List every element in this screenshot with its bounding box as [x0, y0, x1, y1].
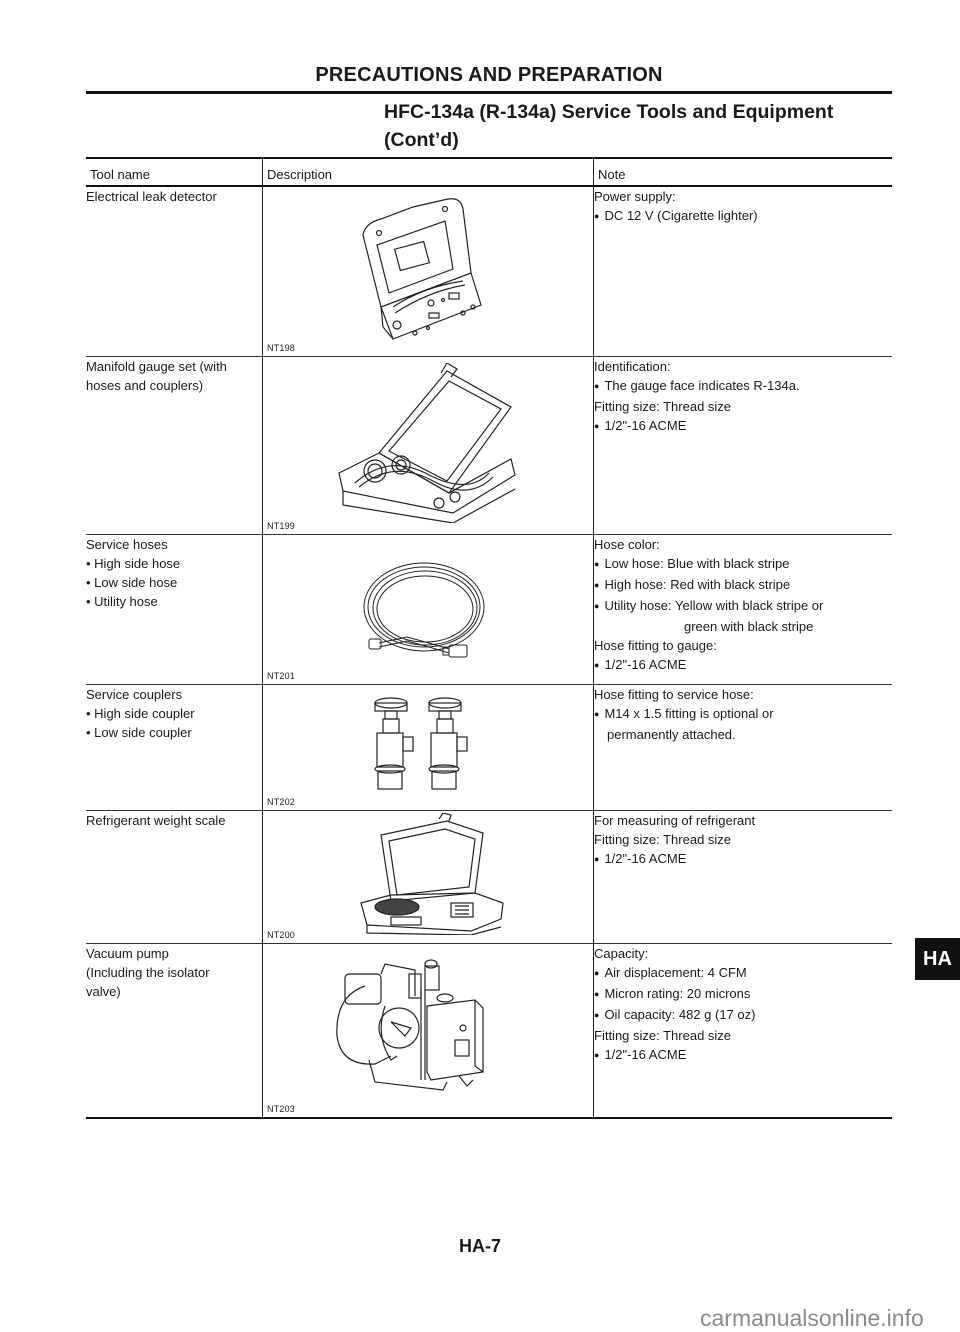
tool-name: Manifold gauge set (with [86, 358, 227, 374]
note-bullet: ● DC 12 V (Cigarette lighter) [594, 206, 892, 227]
manifold-gauge-illustration [329, 363, 519, 523]
title-rule [86, 91, 892, 94]
tool-name: (Including the isolator [86, 964, 210, 980]
note-line: Hose fitting to service hose: [594, 686, 754, 702]
table-row [86, 356, 892, 534]
tool-name: Service hoses [86, 536, 168, 552]
tool-name-cell [86, 534, 263, 684]
column-header-description: Description [263, 158, 594, 186]
leak-detector-illustration [353, 195, 493, 345]
figure-code: NT200 [267, 929, 296, 940]
tool-sub-item: • High side hose [86, 555, 181, 571]
note-bullet: ● Oil capacity: 482 g (17 oz) [594, 1005, 892, 1026]
note-line: Fitting size: Thread size [594, 831, 732, 847]
note-line: Hose color: [594, 536, 660, 552]
note-cell [594, 684, 893, 810]
tool-sub-item: • Low side hose [86, 574, 178, 590]
vacuum-pump-illustration [335, 956, 495, 1096]
note-continuation: permanently attached. [607, 726, 736, 742]
page-subtitle [384, 98, 833, 154]
table-row [86, 810, 892, 943]
note-line: Identification: [594, 358, 671, 374]
description-cell [263, 534, 594, 684]
tool-name-cell [86, 810, 263, 943]
table-row [86, 534, 892, 684]
description-cell [263, 356, 594, 534]
page-number: HA-7 [458, 1236, 501, 1256]
service-tools-table [86, 157, 892, 1119]
figure-code: NT199 [267, 520, 296, 531]
tool-name-cell [86, 356, 263, 534]
note-bullet: ● 1/2"-16 ACME [594, 416, 892, 437]
tool-name-cell [86, 186, 263, 356]
note-continuation: green with black stripe [684, 618, 814, 634]
note-cell [594, 186, 893, 356]
note-cell [594, 356, 893, 534]
tool-name: Vacuum pump [86, 945, 169, 961]
note-line: For measuring of refrigerant [594, 812, 756, 828]
note-line: Fitting size: Thread size [594, 398, 732, 414]
description-cell [263, 943, 594, 1118]
note-line: Fitting size: Thread size [594, 1027, 732, 1043]
watermark: carmanualsonline.info [700, 1305, 924, 1331]
subtitle-line-2: (Cont’d) [384, 129, 459, 151]
figure-code: NT203 [267, 1104, 296, 1114]
note-bullet: ● 1/2"-16 ACME [594, 1045, 892, 1066]
note-bullet: ● Low hose: Blue with black stripe [594, 554, 892, 575]
tool-name: Service couplers [86, 686, 183, 702]
table-row [86, 186, 892, 356]
note-line: Hose fitting to gauge: [594, 637, 717, 653]
section-title: PRECAUTIONS AND PREPARATION [315, 64, 663, 86]
tool-name: Refrigerant weight scale [86, 812, 226, 828]
figure-code: NT198 [267, 342, 296, 353]
tool-sub-item: • Low side coupler [86, 724, 192, 740]
description-cell [263, 186, 594, 356]
tool-name: valve) [86, 983, 121, 999]
note-cell [594, 534, 893, 684]
note-cell [594, 943, 893, 1118]
tool-name: Electrical leak detector [86, 189, 217, 204]
section-tab-ha[interactable]: HA [915, 938, 960, 980]
figure-code: NT201 [267, 670, 296, 681]
figure-code: NT202 [267, 796, 296, 807]
note-cell [594, 810, 893, 943]
table-header-row [86, 158, 892, 186]
service-couplers-illustration [371, 695, 481, 799]
tool-sub-item: • Utility hose [86, 593, 158, 609]
subtitle-line-1: HFC-134a (R-134a) Service Tools and Equipment [384, 101, 834, 123]
note-bullet: ● 1/2"-16 ACME [594, 655, 892, 676]
coiled-hose-illustration [359, 557, 489, 667]
note-bullet: ● 1/2"-16 ACME [594, 849, 892, 870]
description-cell [263, 810, 594, 943]
note-line: Capacity: [594, 945, 649, 961]
column-header-note: Note [594, 158, 893, 186]
note-bullet: ● M14 x 1.5 fitting is optional or [594, 704, 892, 725]
tool-name-cell [86, 943, 263, 1118]
note-bullet: ● Micron rating: 20 microns [594, 984, 892, 1005]
table-row [86, 684, 892, 810]
tool-name: hoses and couplers) [86, 377, 204, 393]
weight-scale-illustration [351, 813, 511, 935]
note-bullet: ● Utility hose: Yellow with black stripe or [594, 596, 892, 617]
tool-sub-item: • High side coupler [86, 705, 195, 721]
note-bullet: ● High hose: Red with black stripe [594, 575, 892, 596]
tool-name-cell [86, 684, 263, 810]
description-cell [263, 684, 594, 810]
table-row [86, 943, 892, 1118]
note-bullet: ● Air displacement: 4 CFM [594, 963, 892, 984]
column-header-tool-name: Tool name [90, 167, 150, 182]
note-bullet: ● The gauge face indicates R-134a. [594, 376, 892, 397]
note-line: Power supply: [594, 189, 676, 204]
